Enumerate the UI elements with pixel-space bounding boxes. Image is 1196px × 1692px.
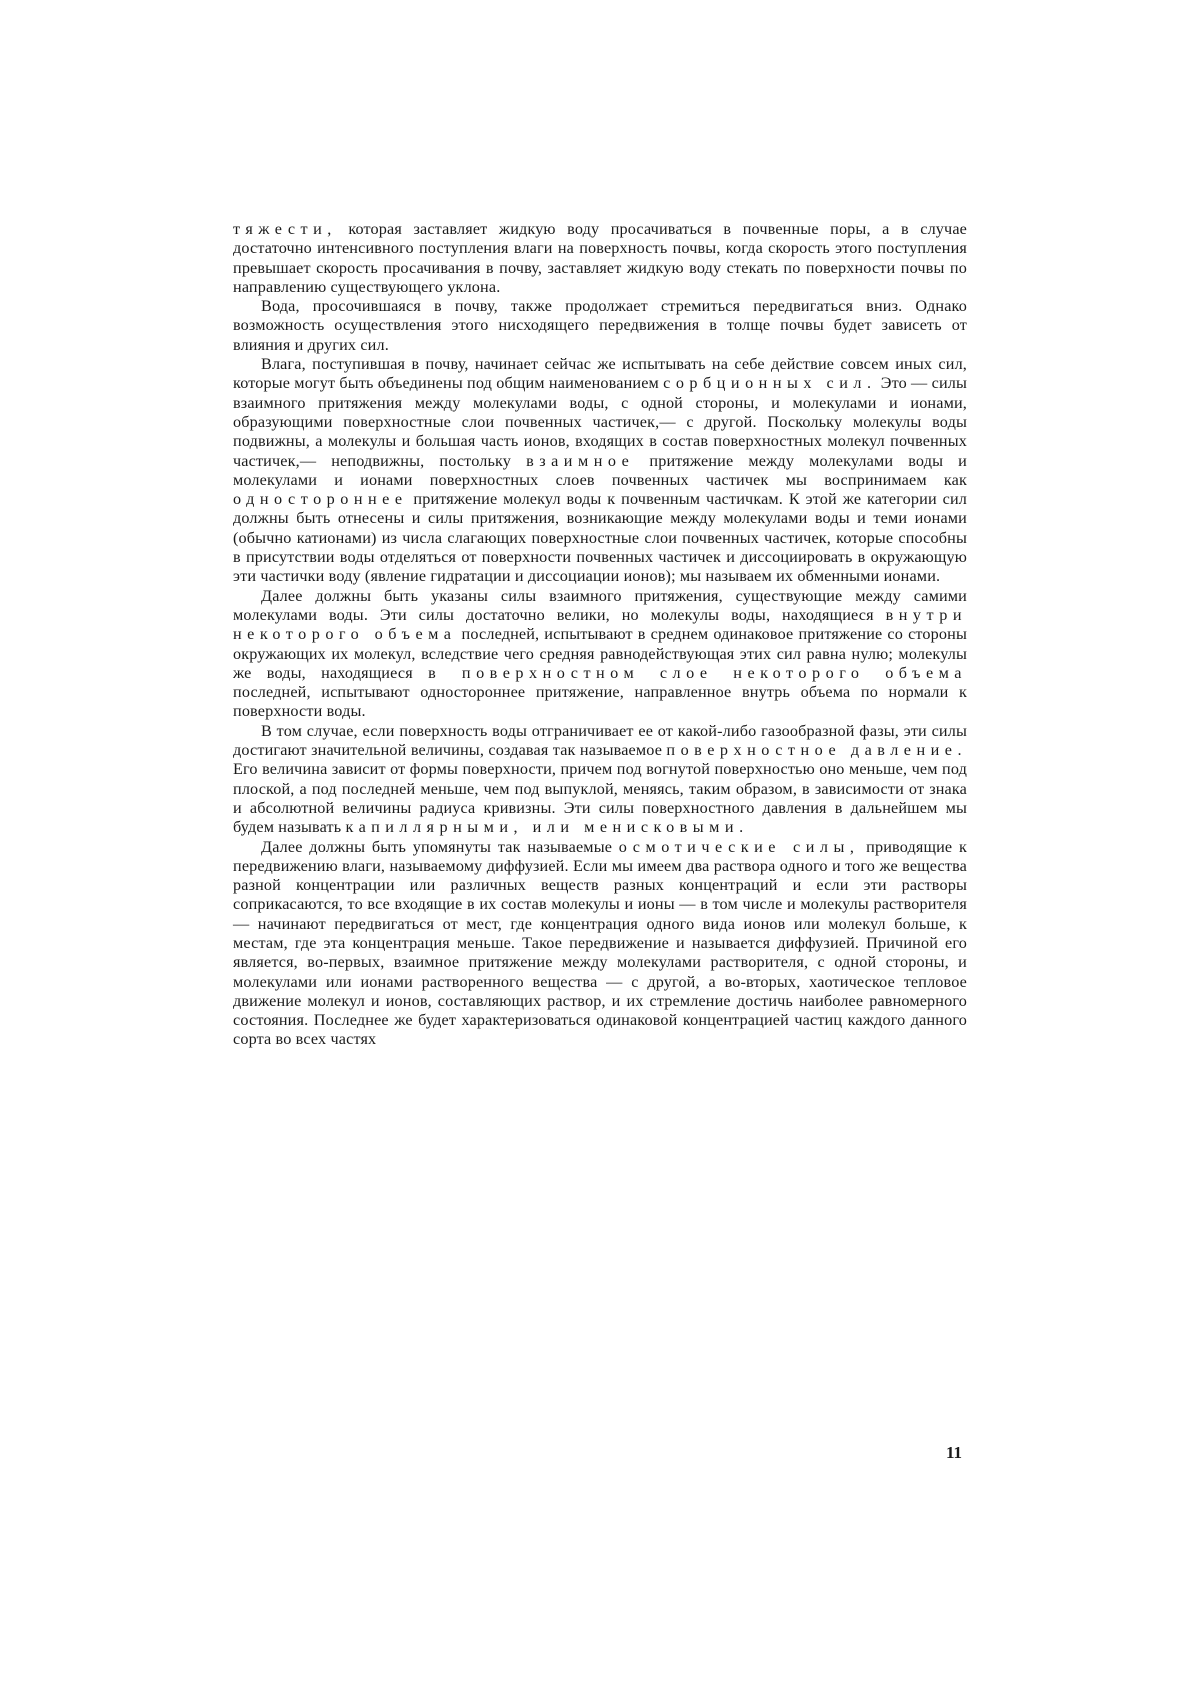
spaced-emphasis: капиллярными, или менисковыми.	[345, 818, 749, 837]
paragraph	[233, 587, 967, 722]
text-run: Это — силы взаимного притяжения между молекулами воды, с одной стороны, и молекулами и ионами, образующими поверхностные слои почвенных частичек,— с другой. Поскольку молекулы воды подвижны, а молекулы и большая часть ионов, входящих в состав поверхностных молекул почвенных частичек,— неподвижны, постольку	[233, 374, 968, 470]
text-run: приводящие к передвижению влаги, называемому диффузией. Если мы имеем два раствора одного и того же вещества разной концентрации или различных веществ разных концентраций и если эти растворы соприкасаются, то все входящие в их состав молекулы и ионы — в том числе и молекулы растворителя — начинают передвигаться от мест, где концентрация одного вида ионов или молекул больше, к местам, где эта концентрация меньше. Такое передвижение и называется диффузией. Причиной его является, во-первых, взаимное притяжение между молекулами растворителя, с одной стороны, и молекулами или ионами растворенного вещества — с другой, а во-вторых, хаотическое тепловое движение молекул и ионов, составляющих раствор, и их стремление достичь наиболее равномерного состояния. Последнее же будет характеризоваться одинаковой концентрацией частиц каждого данного сорта во всех частях	[233, 837, 967, 1049]
text-run: притяжение между молекулами воды и молекулами и ионами поверхностных слоев почвенных частичек мы воспринимаем как	[233, 451, 967, 489]
paragraph	[233, 355, 967, 587]
paragraph	[233, 297, 967, 355]
spaced-emphasis: поверхностное давление.	[666, 741, 968, 760]
spaced-emphasis: в поверхностном слое некоторого объема	[428, 663, 967, 682]
text-run: В том случае, если поверхность воды отграничивает ее от какой-либо газообразной фазы, эти силы достигают значительной величины, создавая так называемое	[233, 721, 967, 760]
spaced-emphasis: взаимное	[526, 451, 635, 470]
text-run: Далее должны быть указаны силы взаимного притяжения, существующие между самими молекулами воды. Эти силы достаточно велики, но молекулы воды, находящиеся	[233, 586, 967, 624]
spaced-emphasis: одностороннее	[233, 490, 408, 509]
text-run: последней, испытывают одностороннее притяжение, направленное внутрь объема по нормали к поверхности воды.	[233, 683, 967, 721]
text-run: которая заставляет жидкую воду просачиваться в почвенные поры, а в случае достаточно интенсивного поступления влаги на поверхность почвы, когда скорость этого поступления превышает скорость просачивания в почву, заставляет жидкую воду стекать по поверхности почвы по направлению существующего уклона.	[233, 220, 967, 296]
text-run: Далее должны быть упомянуты так называемые	[261, 837, 619, 856]
page-number: 11	[946, 1443, 963, 1462]
spaced-emphasis: сорбционных сил.	[663, 374, 877, 393]
spaced-emphasis: внутри некоторого объема	[233, 605, 967, 644]
spaced-emphasis: осмотические силы,	[618, 837, 860, 856]
text-run: Влага, поступившая в почву, начинает сейчас же испытывать на себе действие совсем иных сил, которые могут быть объединены под общим наименованием	[233, 355, 967, 393]
text-run: Его величина зависит от формы поверхности, причем под вогнутой поверхностью оно меньше, чем под плоской, а под последней меньше, чем под выпуклой, меняясь, таким образом, в зависимости от знака и абсолютной величины радиуса кривизны. Эти силы поверхностного давления в дальнейшем мы будем называть	[233, 760, 967, 837]
spaced-emphasis: тяжести,	[233, 220, 337, 238]
page-body	[233, 220, 967, 1050]
text-run: притяжение молекул воды к почвенным частичкам. К этой же категории сил должны быть отнесены и силы притяжения, возникающие между молекулами воды и теми ионами (обычно катионами) из числа слагающих поверхностные слои почвенных частичек, которые способны в присутствии воды отделяться от поверхности почвенных частичек и диссоциировать в окружающую эти частички воду (явление гидратации и диссоциации ионов); мы называем их обменными ионами.	[233, 490, 967, 586]
text-run: Вода, просочившаяся в почву, также продолжает стремиться передвигаться вниз. Однако возможность осуществления этого нисходящего передвижения в толще почвы будет зависеть от влияния и других сил.	[233, 297, 967, 354]
paragraph	[233, 838, 967, 1050]
text-run: последней, испытывают в среднем одинаковое притяжение со стороны окружающих их молекул, вследствие чего средняя равнодействующая этих сил равна нулю; молекулы же воды, находящиеся	[233, 625, 967, 682]
paragraph	[233, 220, 967, 297]
paragraph	[233, 722, 967, 838]
main-text	[233, 220, 967, 1050]
